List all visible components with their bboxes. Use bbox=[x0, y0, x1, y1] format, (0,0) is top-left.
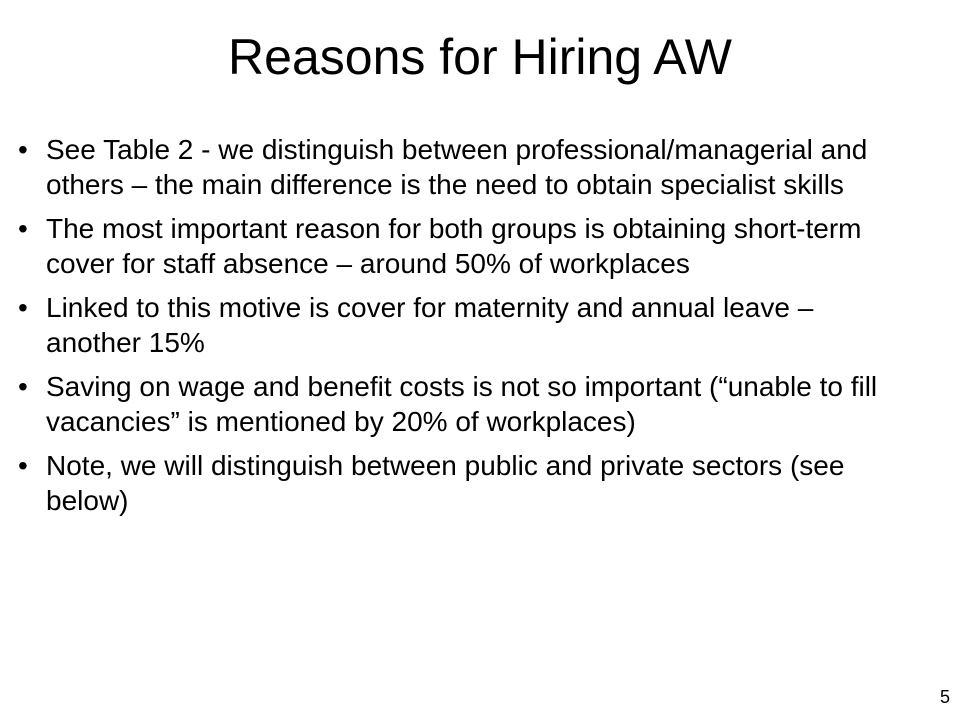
bullet-list bbox=[0, 132, 960, 527]
bullet-item bbox=[0, 132, 916, 202]
bullet-item bbox=[0, 211, 916, 281]
bullet-text: The most important reason for both groups is obtaining short-term cover for staff absence – around 50% of workplaces bbox=[46, 213, 862, 279]
bullet-marker: • bbox=[18, 292, 28, 323]
bullet-marker: • bbox=[18, 134, 28, 165]
page-number: 5 bbox=[939, 687, 950, 707]
bullet-text: Note, we will distinguish between public and private sectors (see below) bbox=[46, 450, 845, 516]
bullet-text: Saving on wage and benefit costs is not so important (“unable to fill vacancies” is mentioned by 20% of workplaces) bbox=[46, 371, 878, 437]
bullet-text: Linked to this motive is cover for maternity and annual leave – another 15% bbox=[46, 292, 814, 358]
bullet-text: See Table 2 - we distinguish between professional/managerial and others – the main difference is the need to obtain specialist skills bbox=[46, 134, 868, 200]
bullet-marker: • bbox=[18, 371, 28, 402]
bullet-item bbox=[0, 448, 916, 518]
bullet-item bbox=[0, 290, 916, 360]
slide-title: Reasons for Hiring AW bbox=[228, 29, 732, 85]
bullet-marker: • bbox=[18, 450, 28, 481]
bullet-item bbox=[0, 369, 916, 439]
bullet-marker: • bbox=[18, 213, 28, 244]
